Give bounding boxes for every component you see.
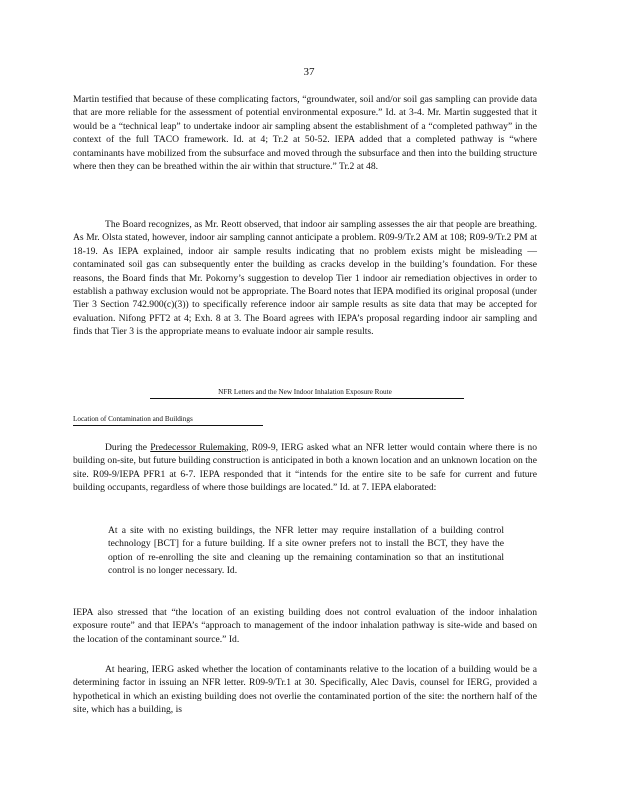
section-heading-text: NFR Letters and the New Indoor Inhalation Exposure Route (218, 388, 392, 396)
predecessor-rulemaking-link[interactable]: Predecessor Rulemaking (150, 442, 247, 453)
subsection-heading-underline (73, 425, 263, 426)
paragraph-4: IEPA also stressed that “the location of an existing building does not control evaluation of the indoor inhalation exposure route” and that IEPA’s “approach to management of the indoor inhalation pathway is site-wide and based on the location of the contaminant source.” Id. (73, 607, 537, 645)
subsection-heading (73, 414, 537, 424)
paragraph-2: The Board recognizes, as Mr. Reott observed, that indoor air sampling assesses the air that people are breathing. As Mr. Olsta stated, however, indoor air sampling cannot anticipate a problem. R09-9/Tr.2 AM at 108; R09-9/Tr.2 PM at 18-19. As IEPA explained, indoor air sample results indicating that no problem exists might be misleading — contaminated soil gas can subsequently enter the building as cracks develop in the building’s foundation. For these reasons, the Board finds that Mr. Pokorny’s suggestion to develop Tier 1 indoor air remediation objectives in order to establish a pathway exclusion would not be appropriate. The Board notes that IEPA modified its original proposal (under Tier 3 Section 742.900(c)(3)) to specifically reference indoor air sample results as site data that may be accepted for evaluation. Nifong PFT2 at 4; Exh. 8 at 3. The Board agrees with IEPA’s proposal regarding indoor air sampling and finds that Tier 3 is the appropriate means to evaluate indoor air sample results. (73, 219, 537, 338)
paragraph-1: Martin testified that because of these complicating factors, “groundwater, soil and/or soil gas sampling can provide data that are more reliable for the assessment of potential environmental exposure.” Id. at 3-4. Mr. Martin suggested that it would be a “technical leap” to undertake indoor air sampling absent the establishment of a “completed pathway” in the context of the full TACO framework. Id. at 4; Tr.2 at 50-52. IEPA added that a completed pathway is “where contaminants have mobilized from the subsurface and moved through the subsurface and then into the building structure where then they can be breathed within the air within that structure.” Tr.2 at 48. (73, 94, 537, 173)
page-number: 37 (303, 66, 315, 78)
paragraph-5: At hearing, IERG asked whether the location of contaminants relative to the location of a building would be a determining factor in issuing an NFR letter. R09-9/Tr.1 at 30. Specifically, Alec Davis, counsel for IERG, provided a hypothetical in which an existing building does not overlie the contaminated portion of the site: the northern half of the site, which has a building, is (73, 664, 537, 716)
section-heading (73, 387, 537, 397)
block-quote: At a site with no existing buildings, the NFR letter may require installation of a building control technology [BCT] for a future building. If a site owner prefers not to install the BCT, they have the option of re-enrolling the site and cleaning up the remaining contamination so that an institutional control is no longer necessary. Id. (108, 525, 504, 577)
paragraph-3-lead: During the (105, 442, 151, 453)
paragraph-3-rest: , R09-9, IERG asked what an NFR letter would contain where there is no building on-site, but future building construction is anticipated in both a known location and an unknown location on the site. R09-9/IEPA PFR1 at 6-7. IEPA responded that it “intends for the entire site to be safe for current and future building occupants, regardless of where those buildings are located.” Id. at 7. IEPA elaborated: (73, 442, 537, 494)
subsection-heading-text: Location of Contamination and Buildings (73, 415, 193, 423)
paragraph-3 (73, 441, 537, 495)
section-heading-underline (150, 398, 464, 399)
